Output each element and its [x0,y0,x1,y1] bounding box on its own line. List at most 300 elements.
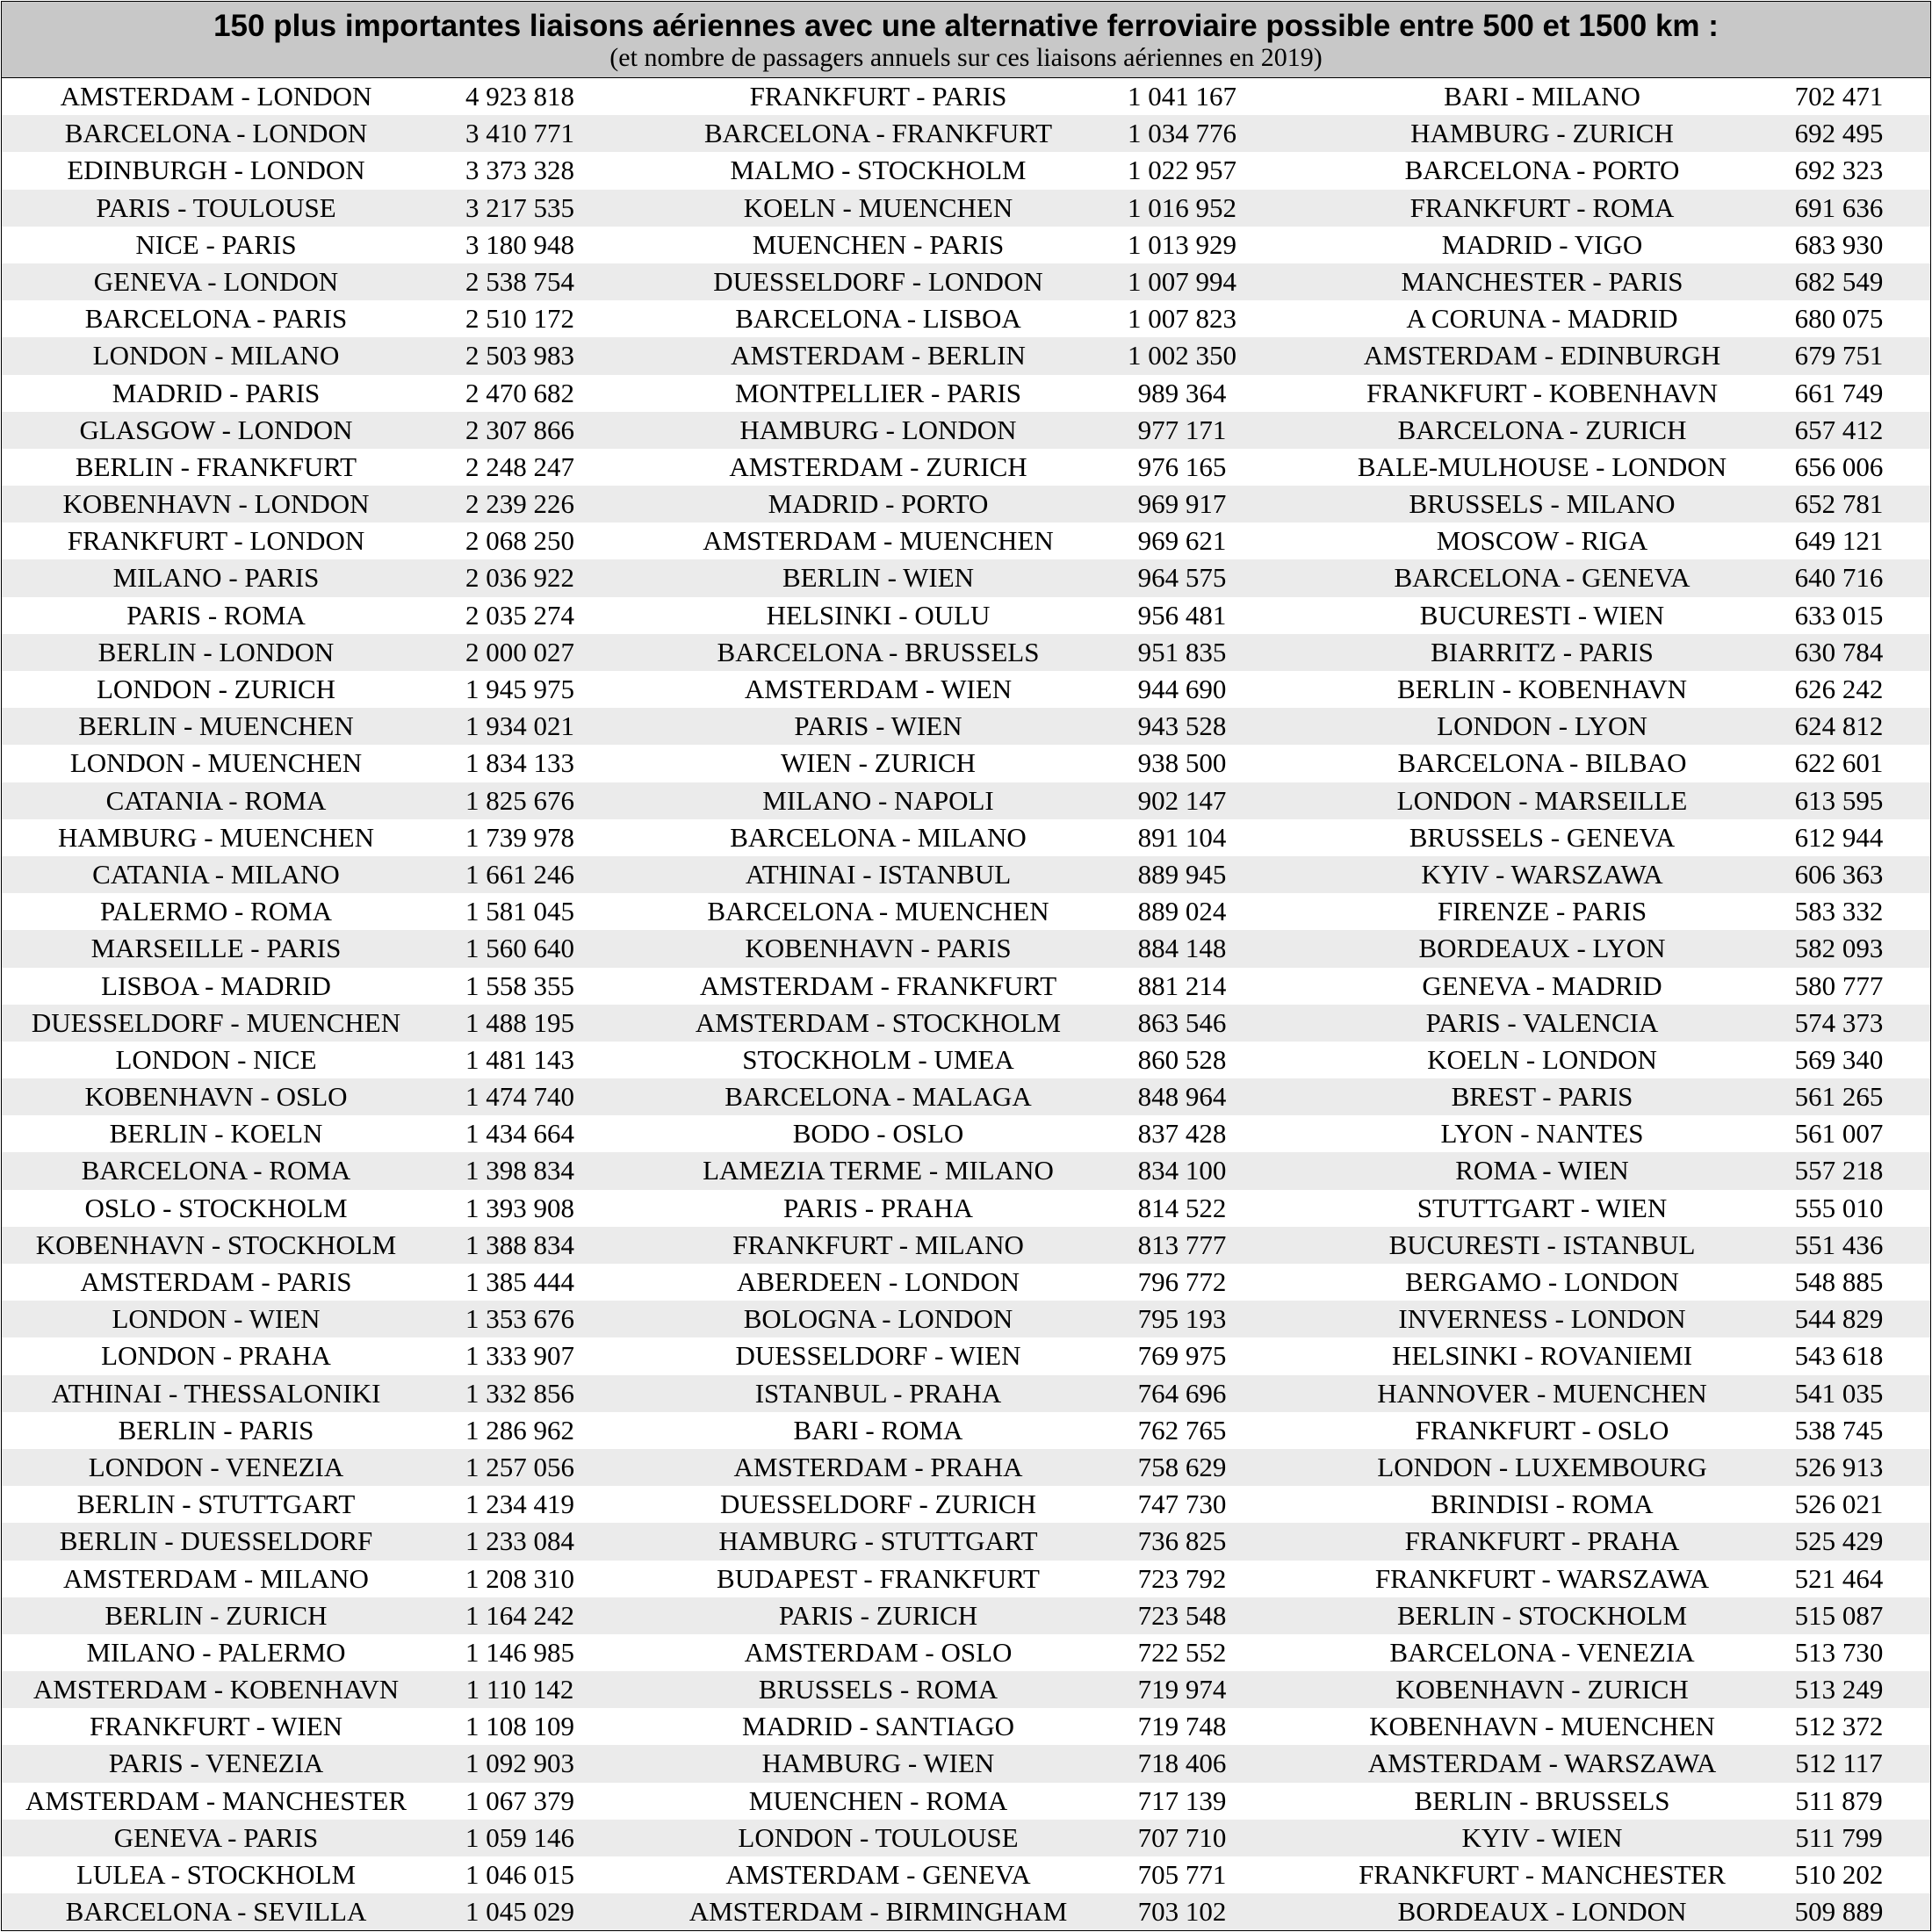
route-name: MILANO - PALERMO [86,1636,346,1668]
route-name: BARCELONA - BILBAO [1397,747,1687,779]
route-name: MADRID - PARIS [112,377,321,408]
route-name: FRANKFURT - KOBENHAVN [1366,377,1719,408]
route-name: STOCKHOLM - UMEA [742,1043,1014,1075]
passenger-count: 513 730 [1794,1636,1884,1668]
passenger-count: 1 046 015 [465,1859,574,1890]
passenger-count: 976 165 [1137,451,1227,482]
table-row [2,1856,1930,1893]
passenger-count: 521 464 [1794,1562,1884,1594]
route-name: LONDON - MARSEILLE [1396,784,1688,816]
route-name: BARCELONA - BRUSSELS [717,636,1040,667]
passenger-count: 1 825 676 [465,784,574,816]
passenger-count: 889 945 [1137,858,1227,890]
route-name: LONDON - LYON [1437,710,1647,742]
passenger-count: 515 087 [1794,1599,1884,1631]
passenger-count: 764 696 [1137,1377,1227,1409]
table-row [2,1745,1930,1782]
passenger-count: 2 036 922 [465,562,574,594]
route-name: MADRID - SANTIAGO [742,1711,1014,1742]
table-row [2,115,1930,152]
route-name: AMSTERDAM - MILANO [63,1562,369,1594]
route-name: HANNOVER - MUENCHEN [1377,1377,1707,1409]
table-row [2,1152,1930,1189]
route-name: FRANKFURT - PARIS [749,81,1007,112]
route-name: BARCELONA - ZURICH [1397,414,1687,445]
passenger-count: 1 474 740 [465,1081,574,1113]
route-name: MILANO - NAPOLI [762,784,994,816]
route-name: BUCURESTI - WIEN [1419,599,1665,631]
route-name: BRUSSELS - GENEVA [1409,821,1676,853]
passenger-count: 881 214 [1137,970,1227,1001]
route-name: MUENCHEN - PARIS [752,228,1005,260]
passenger-count: 1 092 903 [465,1748,574,1779]
passenger-count: 964 575 [1137,562,1227,594]
passenger-count: 510 202 [1794,1859,1884,1890]
passenger-count: 526 021 [1794,1489,1884,1520]
passenger-count: 661 749 [1794,377,1884,408]
passenger-count: 543 618 [1794,1340,1884,1372]
route-name: HAMBURG - ZURICH [1410,118,1674,149]
route-name: GENEVA - LONDON [93,265,339,297]
table-row [2,190,1930,227]
passenger-count: 1 067 379 [465,1784,574,1816]
route-name: BARCELONA - MILANO [730,821,1027,853]
table-row [2,486,1930,523]
table-row [2,1042,1930,1078]
passenger-count: 640 716 [1794,562,1884,594]
route-name: OSLO - STOCKHOLM [84,1192,348,1223]
passenger-count: 1 164 242 [465,1599,574,1631]
passenger-count: 1 022 957 [1128,155,1236,186]
passenger-count: 795 193 [1137,1303,1227,1335]
route-name: LONDON - WIEN [112,1303,321,1335]
route-name: DUESSELDORF - MUENCHEN [31,1006,401,1038]
passenger-count: 630 784 [1794,636,1884,667]
route-name: AMSTERDAM - OSLO [744,1636,1013,1668]
route-name: FRANKFURT - LONDON [67,525,365,557]
table-row [2,1893,1930,1930]
route-name: KYIV - WIEN [1461,1821,1623,1853]
passenger-count: 652 781 [1794,488,1884,520]
route-name: AMSTERDAM - EDINBURGH [1363,340,1721,371]
passenger-count: 703 102 [1137,1896,1227,1928]
passenger-count: 813 777 [1137,1229,1227,1260]
route-name: BRUSSELS - MILANO [1409,488,1676,520]
passenger-count: 717 139 [1137,1784,1227,1816]
passenger-count: 3 217 535 [465,191,574,223]
table-row [2,1115,1930,1152]
route-name: DUESSELDORF - LONDON [713,265,1043,297]
route-name: LONDON - ZURICH [96,674,336,704]
passenger-count: 1 739 978 [465,821,574,853]
passenger-count: 944 690 [1137,674,1227,704]
passenger-count: 656 006 [1794,451,1884,482]
passenger-count: 538 745 [1794,1414,1884,1445]
route-name: BARI - MILANO [1444,81,1640,112]
table-row [2,1561,1930,1597]
route-name: A CORUNA - MADRID [1406,303,1678,335]
route-name: KOBENHAVN - PARIS [745,933,1012,964]
route-name: BUCURESTI - ISTANBUL [1388,1229,1696,1260]
passenger-count: 848 964 [1137,1081,1227,1113]
table-row [2,856,1930,893]
table-row [2,968,1930,1005]
table-row [2,1337,1930,1374]
passenger-count: 1 945 975 [465,674,574,704]
passenger-count: 769 975 [1137,1340,1227,1372]
route-name: BARCELONA - ROMA [81,1155,351,1186]
passenger-count: 2 503 983 [465,340,574,371]
table-row [2,1783,1930,1820]
route-name: MALMO - STOCKHOLM [730,155,1027,186]
route-name: GENEVA - MADRID [1422,970,1662,1001]
route-name: BERLIN - ZURICH [105,1599,328,1631]
route-name: FRANKFURT - ROMA [1409,191,1675,223]
table-row [2,1523,1930,1560]
passenger-count: 692 323 [1794,155,1884,186]
table-row [2,1597,1930,1634]
route-name: KOBENHAVN - LONDON [62,488,370,520]
route-name: LONDON - LUXEMBOURG [1377,1451,1707,1482]
route-name: KOBENHAVN - ZURICH [1395,1674,1689,1705]
passenger-count: 1 560 640 [465,933,574,964]
route-name: ATHINAI - THESSALONIKI [51,1377,381,1409]
passenger-count: 863 546 [1137,1006,1227,1038]
passenger-count: 613 595 [1794,784,1884,816]
passenger-count: 569 340 [1794,1043,1884,1075]
passenger-count: 580 777 [1794,970,1884,1001]
passenger-count: 889 024 [1137,896,1227,927]
passenger-count: 1 234 419 [465,1489,574,1520]
route-name: BERLIN - WIEN [782,562,975,594]
passenger-count: 622 601 [1794,747,1884,779]
route-name: AMSTERDAM - KOBENHAVN [32,1674,400,1705]
route-name: BERLIN - MUENCHEN [78,710,354,742]
passenger-count: 707 710 [1137,1821,1227,1853]
passenger-count: 1 834 133 [465,747,574,779]
passenger-count: 1 002 350 [1128,340,1236,371]
route-name: ISTANBUL - PRAHA [754,1377,1002,1409]
passenger-count: 2 470 682 [465,377,574,408]
passenger-count: 649 121 [1794,525,1884,557]
route-name: BERLIN - KOBENHAVN [1396,674,1688,704]
route-name: ABERDEEN - LONDON [736,1266,1020,1297]
table-row [2,1375,1930,1412]
passenger-count: 511 799 [1795,1821,1883,1853]
passenger-count: 544 829 [1794,1303,1884,1335]
route-name: GENEVA - PARIS [113,1821,319,1853]
passenger-count: 860 528 [1137,1043,1227,1075]
route-name: ATHINAI - ISTANBUL [745,858,1012,890]
passenger-count: 1 481 143 [465,1043,574,1075]
route-name: PARIS - TOULOUSE [96,191,336,223]
table-row [2,1264,1930,1301]
route-name: MADRID - PORTO [768,488,989,520]
route-name: BARCELONA - MALAGA [724,1081,1032,1113]
page-subtitle: (et nombre de passagers annuels sur ces liaisons aériennes en 2019) [609,43,1323,72]
route-name: BIARRITZ - PARIS [1431,636,1654,667]
route-name: BARCELONA - FRANKFURT [703,118,1053,149]
passenger-count: 1 059 146 [465,1821,574,1853]
route-name: BUDAPEST - FRANKFURT [717,1562,1040,1594]
route-name: PARIS - PRAHA [783,1192,973,1223]
passenger-count: 702 471 [1794,81,1884,112]
route-name: LAMEZIA TERME - MILANO [703,1155,1054,1186]
passenger-count: 557 218 [1794,1155,1884,1186]
passenger-count: 633 015 [1794,599,1884,631]
route-name: STUTTGART - WIEN [1417,1192,1668,1223]
route-name: DUESSELDORF - ZURICH [720,1489,1036,1520]
passenger-count: 902 147 [1137,784,1227,816]
passenger-count: 624 812 [1794,710,1884,742]
passenger-count: 1 434 664 [465,1118,574,1150]
passenger-count: 1 045 029 [465,1896,574,1928]
passenger-count: 2 307 866 [465,414,574,445]
passenger-count: 1 208 310 [465,1562,574,1594]
route-name: BERLIN - STUTTGART [76,1489,356,1520]
passenger-count: 1 110 142 [465,1674,574,1705]
table-row [2,1190,1930,1227]
route-name: BORDEAUX - LONDON [1397,1896,1687,1928]
route-name: AMSTERDAM - MUENCHEN [703,525,1054,557]
passenger-count: 1 393 908 [465,1192,574,1223]
passenger-count: 512 372 [1794,1711,1884,1742]
table-row [2,1634,1930,1671]
route-name: BOLOGNA - LONDON [743,1303,1013,1335]
passenger-count: 1 581 045 [465,896,574,927]
passenger-count: 814 522 [1137,1192,1227,1223]
passenger-count: 1 233 084 [465,1525,574,1557]
passenger-count: 2 068 250 [465,525,574,557]
route-name: BARCELONA - PARIS [84,303,348,335]
route-name: BARI - ROMA [793,1414,963,1445]
route-name: AMSTERDAM - WIEN [744,674,1013,704]
passenger-count: 548 885 [1794,1266,1884,1297]
table-row [2,745,1930,782]
route-name: BERLIN - LONDON [97,636,335,667]
route-name: BALE-MULHOUSE - LONDON [1357,451,1727,482]
passenger-count: 679 751 [1794,340,1884,371]
route-name: LONDON - MUENCHEN [69,747,363,779]
passenger-count: 3 410 771 [465,118,574,149]
route-name: BRINDISI - ROMA [1431,1489,1654,1520]
table-row [2,1486,1930,1523]
passenger-count: 1 488 195 [465,1006,574,1038]
passenger-count: 705 771 [1137,1859,1227,1890]
page-title: 150 plus importantes liaisons aériennes avec une alternative ferroviaire possible entre 500 et 1500 km : [213,9,1719,43]
route-name: BARCELONA - VENEZIA [1389,1636,1695,1668]
passenger-count: 834 100 [1137,1155,1227,1186]
route-name: AMSTERDAM - BERLIN [731,340,1026,371]
route-name: BERLIN - FRANKFURT [75,451,357,482]
route-name: BORDEAUX - LYON [1418,933,1666,964]
passenger-count: 525 429 [1794,1525,1884,1557]
passenger-count: 1 013 929 [1128,228,1236,260]
passenger-count: 2 538 754 [465,265,574,297]
passenger-count: 2 239 226 [465,488,574,520]
table-row [2,523,1930,559]
route-name: MANCHESTER - PARIS [1401,265,1683,297]
passenger-count: 837 428 [1137,1118,1227,1150]
route-name: AMSTERDAM - ZURICH [729,451,1027,482]
table-row [2,782,1930,819]
route-name: LISBOA - MADRID [101,970,331,1001]
table-row [2,893,1930,930]
passenger-count: 555 010 [1794,1192,1884,1223]
table-row [2,708,1930,745]
passenger-count: 2 000 027 [465,636,574,667]
route-name: AMSTERDAM - FRANKFURT [699,970,1057,1001]
route-table [1,1,1931,1931]
table-row [2,227,1930,263]
route-name: NICE - PARIS [135,228,297,260]
table-row [2,412,1930,449]
route-name: AMSTERDAM - LONDON [60,81,372,112]
passenger-count: 606 363 [1794,858,1884,890]
passenger-count: 1 332 856 [465,1377,574,1409]
table-row [2,1078,1930,1115]
route-name: KOELN - MUENCHEN [743,191,1013,223]
route-name: BERGAMO - LONDON [1405,1266,1679,1297]
passenger-count: 1 558 355 [465,970,574,1001]
route-name: FRANKFURT - WARSZAWA [1374,1562,1710,1594]
passenger-count: 582 093 [1794,933,1884,964]
passenger-count: 691 636 [1794,191,1884,223]
passenger-count: 657 412 [1794,414,1884,445]
route-name: BERLIN - DUESSELDORF [59,1525,373,1557]
route-name: HELSINKI - OULU [766,599,991,631]
passenger-count: 796 772 [1137,1266,1227,1297]
passenger-count: 1 007 823 [1128,303,1236,335]
passenger-count: 509 889 [1794,1896,1884,1928]
route-name: KYIV - WARSZAWA [1421,858,1663,890]
passenger-count: 3 180 948 [465,228,574,260]
table-row [2,1449,1930,1486]
passenger-count: 680 075 [1794,303,1884,335]
passenger-count: 583 332 [1794,896,1884,927]
table-row [2,1005,1930,1042]
table-row [2,559,1930,596]
passenger-count: 551 436 [1794,1229,1884,1260]
passenger-count: 513 249 [1794,1674,1884,1705]
passenger-count: 2 510 172 [465,303,574,335]
passenger-count: 626 242 [1794,674,1884,704]
passenger-count: 1 108 109 [465,1711,574,1742]
route-name: KOELN - LONDON [1427,1043,1657,1075]
route-name: BODO - OSLO [792,1118,964,1150]
route-name: CATANIA - ROMA [105,784,327,816]
passenger-count: 884 148 [1137,933,1227,964]
route-name: FRANKFURT - WIEN [89,1711,343,1742]
route-name: PALERMO - ROMA [99,896,333,927]
route-name: CATANIA - MILANO [92,858,340,890]
passenger-count: 723 792 [1137,1562,1227,1594]
table-row [2,337,1930,374]
table-row [2,449,1930,486]
route-name: PARIS - ROMA [126,599,306,631]
passenger-count: 718 406 [1137,1748,1227,1779]
table-row [2,1820,1930,1856]
passenger-count: 1 034 776 [1128,118,1236,149]
passenger-count: 1 398 834 [465,1155,574,1186]
route-name: LONDON - PRAHA [101,1340,331,1372]
passenger-count: 747 730 [1137,1489,1227,1520]
route-name: BARCELONA - MUENCHEN [707,896,1049,927]
passenger-count: 762 765 [1137,1414,1227,1445]
passenger-count: 1 016 952 [1128,191,1236,223]
route-name: MADRID - VIGO [1441,228,1643,260]
route-name: AMSTERDAM - GENEVA [725,1859,1031,1890]
passenger-count: 956 481 [1137,599,1227,631]
route-name: MILANO - PARIS [112,562,320,594]
passenger-count: 2 248 247 [465,451,574,482]
route-name: BARCELONA - PORTO [1404,155,1680,186]
route-name: HAMBURG - LONDON [739,414,1017,445]
table-row [2,1671,1930,1708]
passenger-count: 1 661 246 [465,858,574,890]
route-name: BARCELONA - LONDON [64,118,368,149]
passenger-count: 1 286 962 [465,1414,574,1445]
route-name: LONDON - VENEZIA [88,1451,344,1482]
table-row [2,597,1930,634]
route-name: HELSINKI - ROVANIEMI [1391,1340,1693,1372]
table-row [2,78,1930,115]
passenger-count: 561 007 [1794,1118,1884,1150]
passenger-count: 511 879 [1795,1784,1883,1816]
passenger-count: 682 549 [1794,265,1884,297]
passenger-count: 758 629 [1137,1451,1227,1482]
route-name: BERLIN - PARIS [118,1414,314,1445]
passenger-count: 1 385 444 [465,1266,574,1297]
route-name: BRUSSELS - ROMA [758,1674,998,1705]
passenger-count: 719 974 [1137,1674,1227,1705]
passenger-count: 683 930 [1794,228,1884,260]
passenger-count: 1 257 056 [465,1451,574,1482]
table-row [2,375,1930,412]
route-name: BERLIN - STOCKHOLM [1396,1599,1688,1631]
route-name: FIRENZE - PARIS [1437,896,1647,927]
passenger-count: 891 104 [1137,821,1227,853]
route-name: PARIS - WIEN [794,710,962,742]
route-name: BARCELONA - LISBOA [735,303,1021,335]
route-name: FRANKFURT - MILANO [732,1229,1024,1260]
route-name: KOBENHAVN - OSLO [84,1081,348,1113]
route-name: INVERNESS - LONDON [1398,1303,1686,1335]
route-name: LONDON - MILANO [92,340,340,371]
passenger-count: 989 364 [1137,377,1227,408]
table-body [2,78,1930,1930]
passenger-count: 526 913 [1794,1451,1884,1482]
route-name: HAMBURG - STUTTGART [718,1525,1038,1557]
passenger-count: 1 146 985 [465,1636,574,1668]
route-name: LULEA - STOCKHOLM [76,1859,357,1890]
route-name: KOBENHAVN - MUENCHEN [1369,1711,1715,1742]
table-row [2,634,1930,671]
route-name: FRANKFURT - OSLO [1415,1414,1669,1445]
passenger-count: 512 117 [1795,1748,1883,1779]
passenger-count: 1 333 907 [465,1340,574,1372]
passenger-count: 969 917 [1137,488,1227,520]
table-row [2,1301,1930,1337]
table-row [2,1227,1930,1264]
passenger-count: 1 041 167 [1128,81,1236,112]
passenger-count: 541 035 [1794,1377,1884,1409]
table-header [2,2,1930,78]
route-name: KOBENHAVN - STOCKHOLM [35,1229,397,1260]
route-name: AMSTERDAM - MANCHESTER [25,1784,407,1816]
route-name: FRANKFURT - PRAHA [1404,1525,1680,1557]
route-name: BARCELONA - GENEVA [1394,562,1690,594]
